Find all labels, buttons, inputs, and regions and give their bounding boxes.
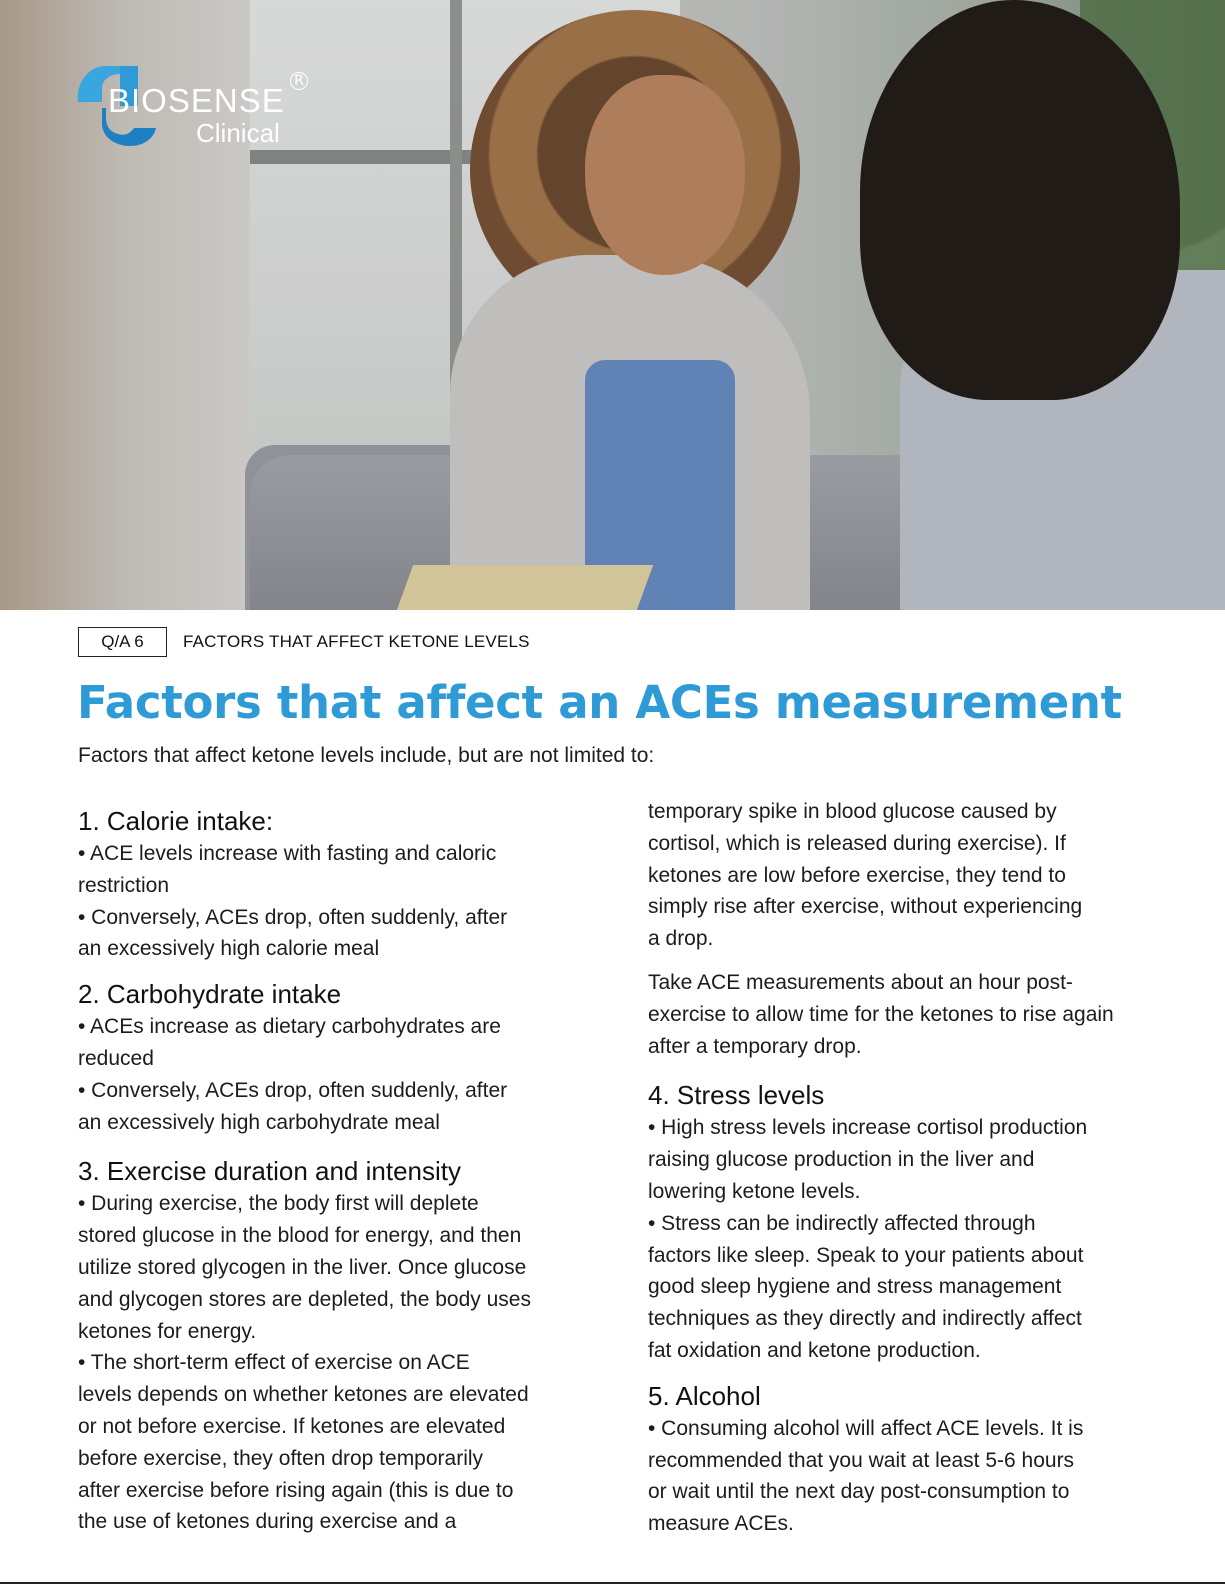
section-title: FACTORS THAT AFFECT KETONE LEVELS: [183, 632, 530, 651]
right-column: [648, 796, 1193, 1540]
stress-body: • High stress levels increase cortisol production raising glucose production in the liver and lowering ketone levels. • Stress can be indirectly affected through factors like sleep. Speak to your patients about good sleep hygiene and stress management techniques as they directly and indirectly affect fat oxidation and ketone production.: [648, 1116, 1088, 1362]
biosense-logo: [74, 58, 314, 153]
bottom-rule: [0, 1582, 1225, 1584]
brand-subtitle: Clinical: [196, 118, 280, 148]
qa-label: Q/A 6: [78, 627, 167, 657]
alcohol-body: • Consuming alcohol will affect ACE levels. It is recommended that you wait at least 5-6 hours or wait until the next day post-consumption to measure ACEs.: [648, 1416, 1084, 1536]
left-column: [78, 804, 608, 1538]
page-title: Factors that affect an ACEs measurement: [77, 676, 1122, 729]
carb-heading: 2. Carbohydrate intake: [78, 979, 342, 1010]
intro-text: Factors that affect ketone levels include, but are not limited to:: [78, 744, 655, 767]
carb-body: • ACEs increase as dietary carbohydrates are reduced • Conversely, ACEs drop, often suddenly, after an excessively high carbohydrate meal: [78, 1015, 508, 1134]
calorie-body: • ACE levels increase with fasting and caloric restriction • Conversely, ACEs drop, often suddenly, after an excessively high calorie meal: [78, 842, 508, 961]
hero-photo: [0, 0, 1225, 610]
exercise-heading: 3. Exercise duration and intensity: [78, 1156, 461, 1187]
brand-name: BIOSENSE: [108, 82, 285, 119]
exercise-body-right: temporary spike in blood glucose caused by cortisol, which is released during exercise). If ketones are low before exercise, they tend to simply rise after exercise, without experiencing a drop.: [648, 800, 1083, 951]
calorie-heading: 1. Calorie intake:: [78, 806, 274, 836]
alcohol-heading: 5. Alcohol: [648, 1380, 761, 1411]
stress-heading: 4. Stress levels: [648, 1080, 825, 1111]
exercise-body-left: • During exercise, the body first will deplete stored glucose in the blood for energy, and then utilize stored glycogen in the liver. Once glucose and glycogen stores are depleted, the body uses ketones for energy. • The short-term effect of exercise on ACE levels depends on whether ketones are elevated or not before exercise. If ketones are elevated before exercise, they often drop temporarily after exercise before rising again (this is due to the use of ketones during exercise and a: [78, 1192, 531, 1534]
registered-mark: R: [290, 72, 308, 90]
qa-header: [78, 627, 530, 657]
exercise-note: Take ACE measurements about an hour post- exercise to allow time for the ketones to rise again after a temporary drop.: [648, 970, 1114, 1058]
